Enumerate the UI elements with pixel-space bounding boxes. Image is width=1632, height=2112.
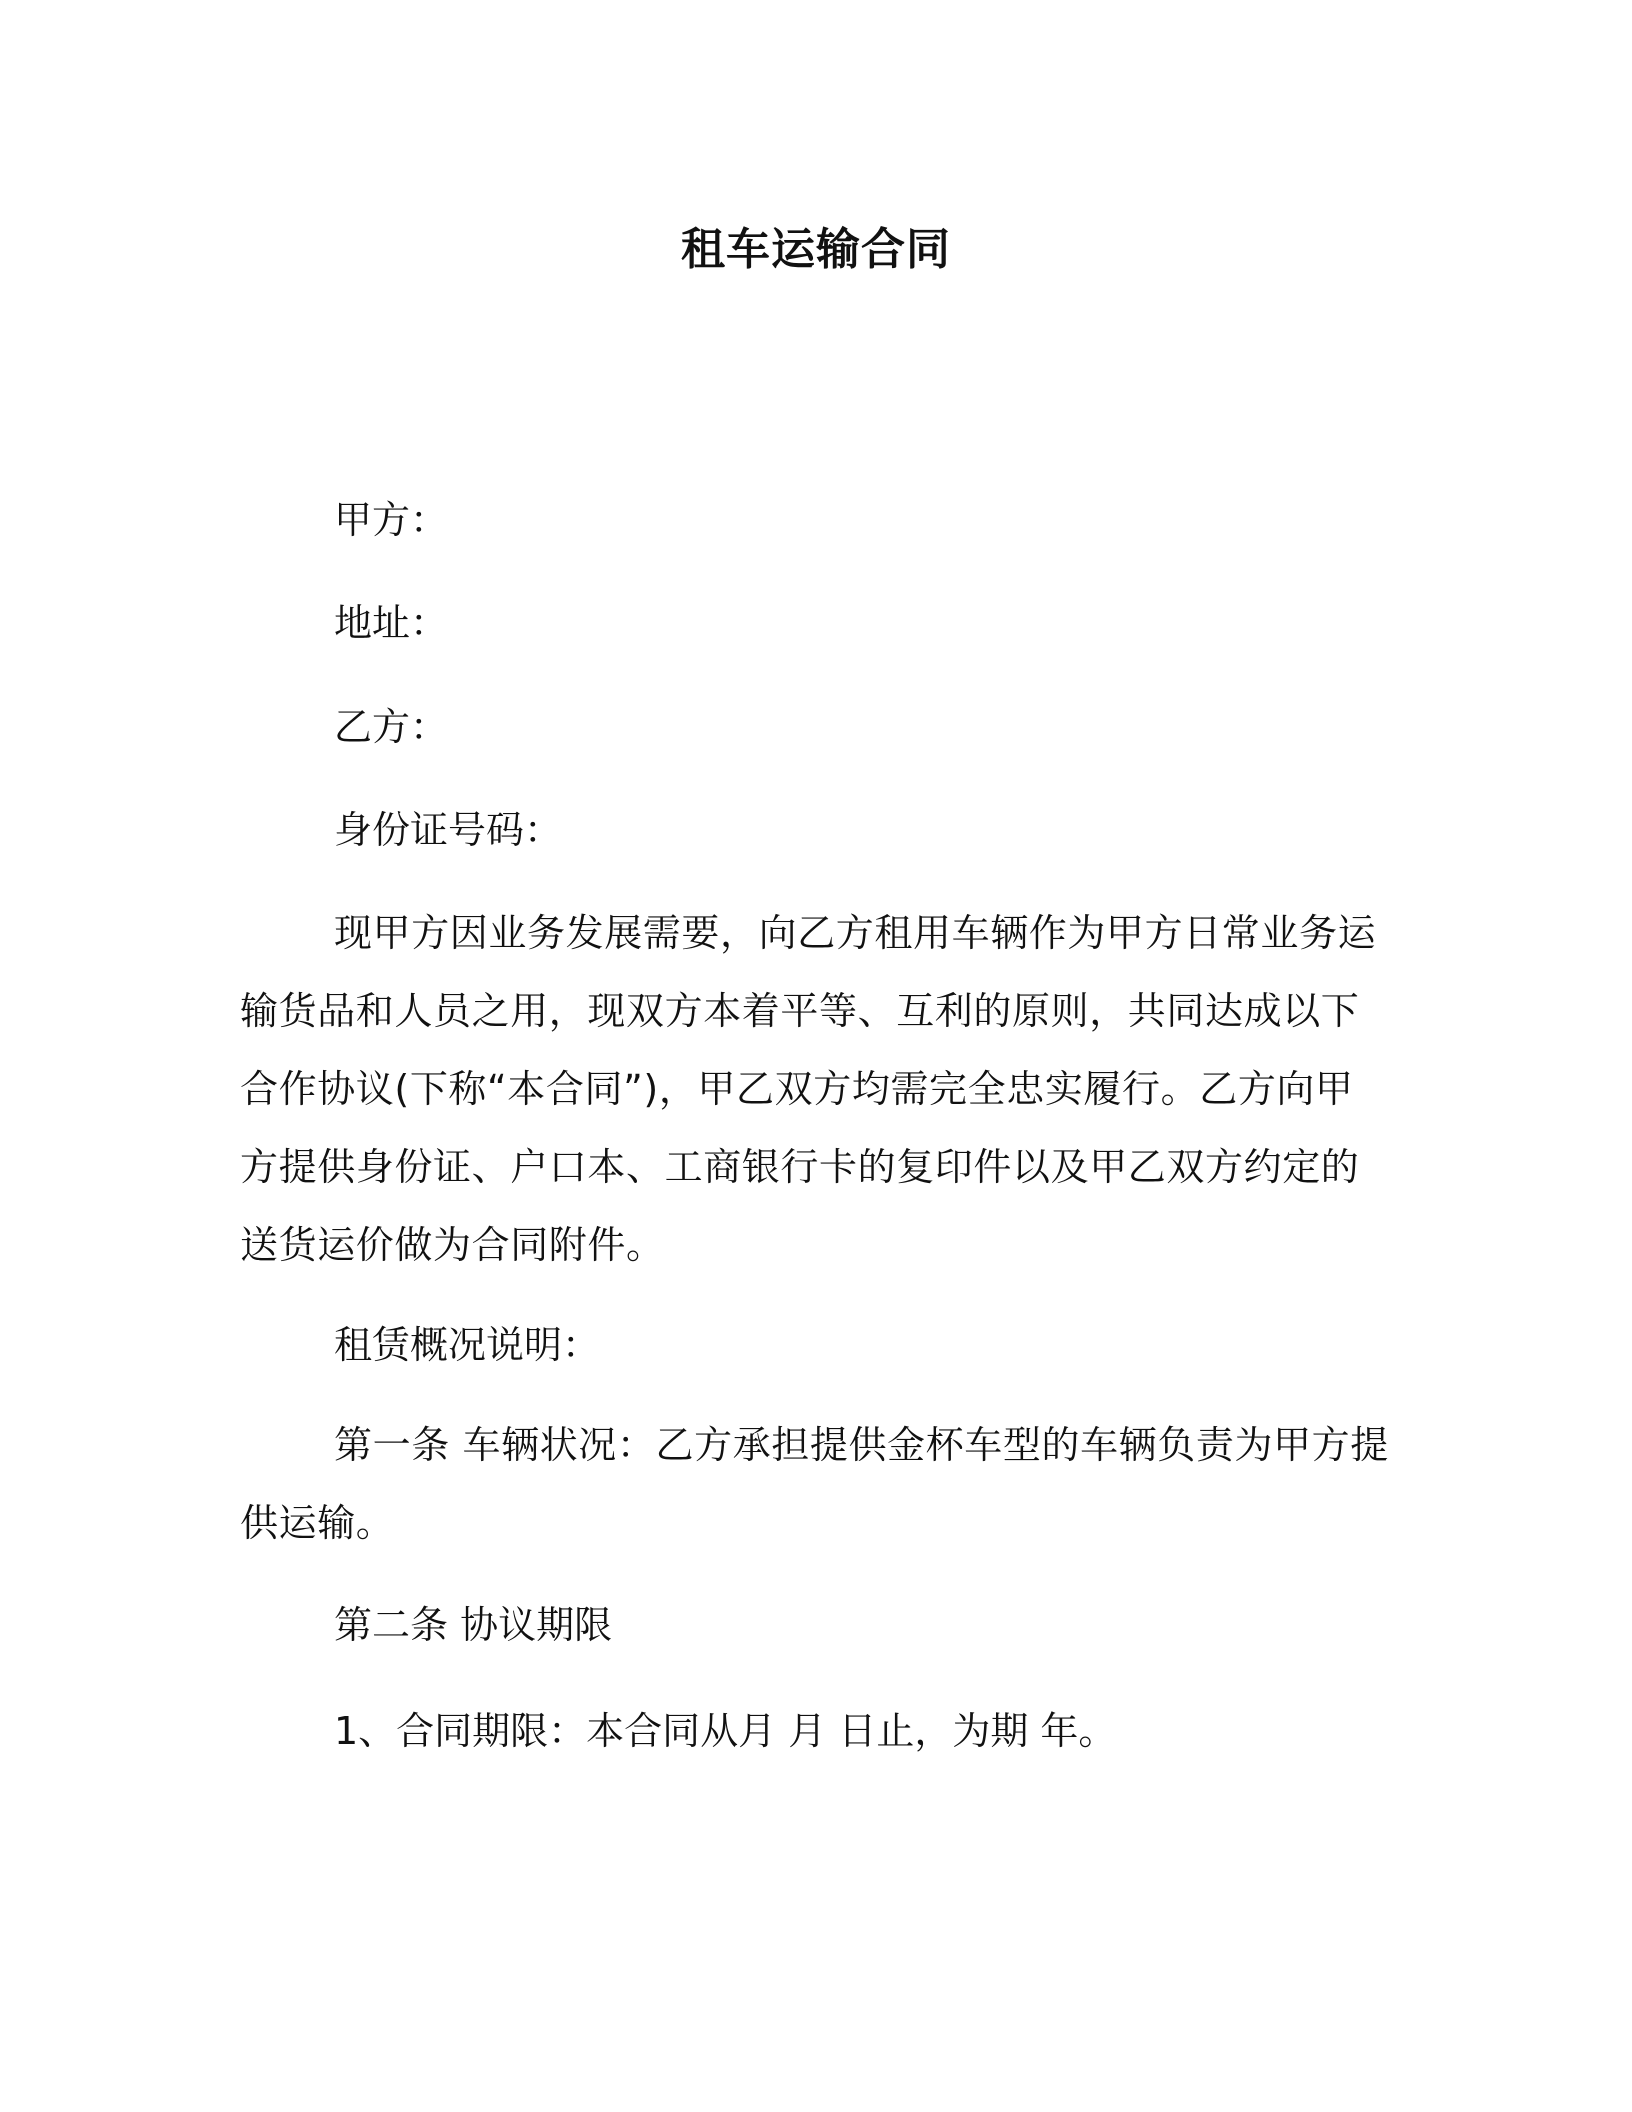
id-number-label: 身份证号码： [334, 808, 563, 852]
preamble-paragraph: 现甲方因业务发展需要，向乙方租用车辆作为甲方日常业务运输货品和人员之用，现双方本着平等、互利的原则，共同达成以下合作协议(下称“本合同”)，甲乙双方均需完全忠实履行。乙方向甲方提供身份证、户口本、工商银行卡的复印件以及甲乙双方约定的送货运价做为合同附件。 [240, 911, 1377, 1267]
article-2-heading: 第二条 协议期限 [334, 1603, 613, 1647]
clause-1-line: 1、合同期限：本合同从月 月 日止，为期 年。 [334, 1709, 1117, 1753]
article-1-paragraph: 第一条 车辆状况：乙方承担提供金杯车型的车辆负责为甲方提供运输。 [240, 1423, 1389, 1545]
party-a-label: 甲方： [334, 498, 449, 542]
address-label: 地址： [334, 601, 449, 645]
document-title: 租车运输合同 [681, 224, 951, 275]
party-b-label: 乙方： [334, 705, 449, 749]
lease-overview-heading: 租赁概况说明： [334, 1323, 601, 1367]
